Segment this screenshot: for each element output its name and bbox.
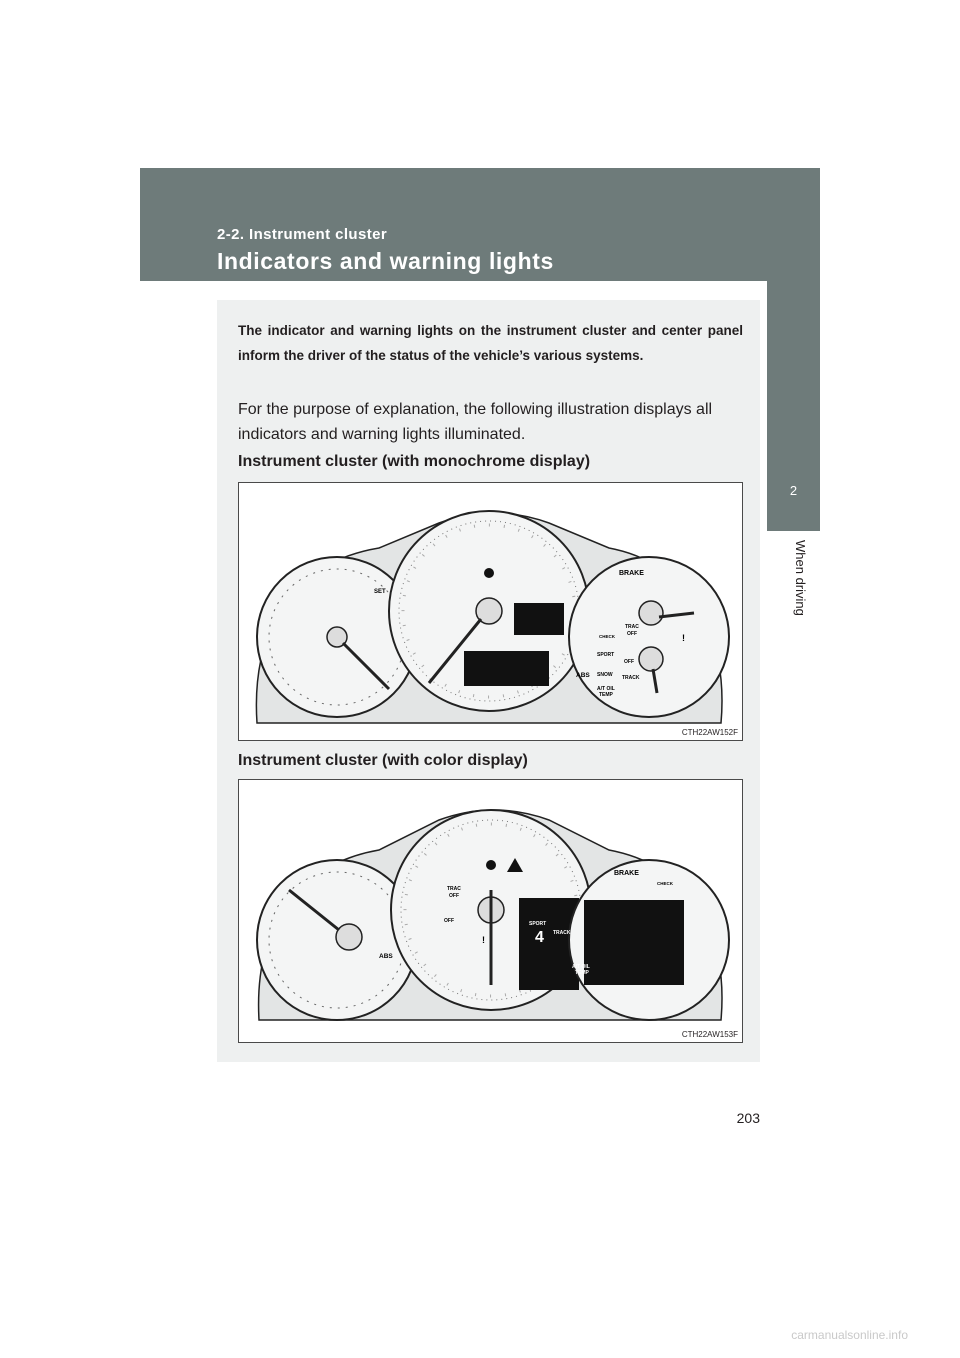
label-at-oil-1: A/T OIL bbox=[597, 686, 615, 692]
page-number: 203 bbox=[736, 1110, 760, 1126]
intro-regular-text: For the purpose of explanation, the following illustration displays all indicators and warning lights illuminated. bbox=[238, 401, 713, 443]
figure-2-heading: Instrument cluster (with color display) bbox=[238, 752, 528, 769]
center-display-upper bbox=[514, 603, 564, 635]
center-display-lower bbox=[464, 651, 549, 686]
label-sport: SPORT bbox=[529, 921, 547, 927]
cluster-illustration-2 bbox=[239, 780, 742, 1042]
left-gauge-hub bbox=[336, 924, 362, 950]
label-warning-mark: ! bbox=[482, 935, 485, 945]
label-track: TRACK bbox=[622, 675, 640, 681]
right-gauge-upper-hub bbox=[639, 601, 663, 625]
label-off: OFF bbox=[624, 659, 634, 665]
side-tab-band bbox=[767, 168, 820, 461]
label-track: TRACK bbox=[553, 930, 571, 936]
right-display bbox=[584, 900, 684, 985]
label-check: CHECK bbox=[657, 881, 674, 886]
label-brake: BRAKE bbox=[614, 870, 639, 877]
figure-1-heading: Instrument cluster (with monochrome display) bbox=[238, 453, 591, 470]
label-off: OFF bbox=[444, 918, 454, 924]
intro-bold-text: The indicator and warning lights on the instrument cluster and center panel inform the driver of the status of the vehicle’s various systems. bbox=[238, 323, 743, 363]
label-trac-off-1: TRAC bbox=[625, 624, 639, 630]
watermark: carmanualsonline.info bbox=[791, 1328, 908, 1342]
label-trac-off-2: OFF bbox=[449, 893, 459, 899]
label-set: SET bbox=[374, 589, 386, 595]
figure-2-color-cluster bbox=[238, 779, 743, 1043]
label-trac-off-1: TRAC bbox=[447, 886, 461, 892]
figure-1-code: CTH22AW152F bbox=[681, 728, 738, 737]
right-gauge bbox=[569, 557, 729, 717]
chapter-number: 2 bbox=[789, 483, 798, 498]
figure-2-code: CTH22AW153F bbox=[681, 1030, 738, 1039]
label-brake: BRAKE bbox=[619, 570, 644, 577]
label-abs: ABS bbox=[379, 953, 393, 960]
label-check: CHECK bbox=[599, 634, 616, 639]
cluster-illustration-1 bbox=[239, 483, 742, 740]
label-trac-off-2: OFF bbox=[627, 631, 637, 637]
section-label: 2-2. Instrument cluster bbox=[217, 226, 388, 243]
label-at-oil-2: TEMP bbox=[575, 970, 589, 976]
right-gauge-lower-hub bbox=[639, 647, 663, 671]
indicator-dot bbox=[486, 860, 496, 870]
chapter-label: When driving bbox=[793, 540, 808, 616]
chapter-tab[interactable] bbox=[767, 461, 820, 531]
label-sport: SPORT bbox=[597, 652, 615, 658]
label-abs: ABS bbox=[576, 672, 590, 679]
label-warning-mark: ! bbox=[682, 633, 685, 643]
page-title: Indicators and warning lights bbox=[217, 248, 554, 274]
figure-1-monochrome-cluster bbox=[238, 482, 743, 741]
label-at-oil-1: A/T OIL bbox=[572, 964, 590, 970]
indicator-dot bbox=[484, 568, 494, 578]
label-snow: SNOW bbox=[597, 672, 613, 678]
label-at-oil-2: TEMP bbox=[599, 692, 613, 698]
label-gear: 4 bbox=[535, 929, 544, 946]
